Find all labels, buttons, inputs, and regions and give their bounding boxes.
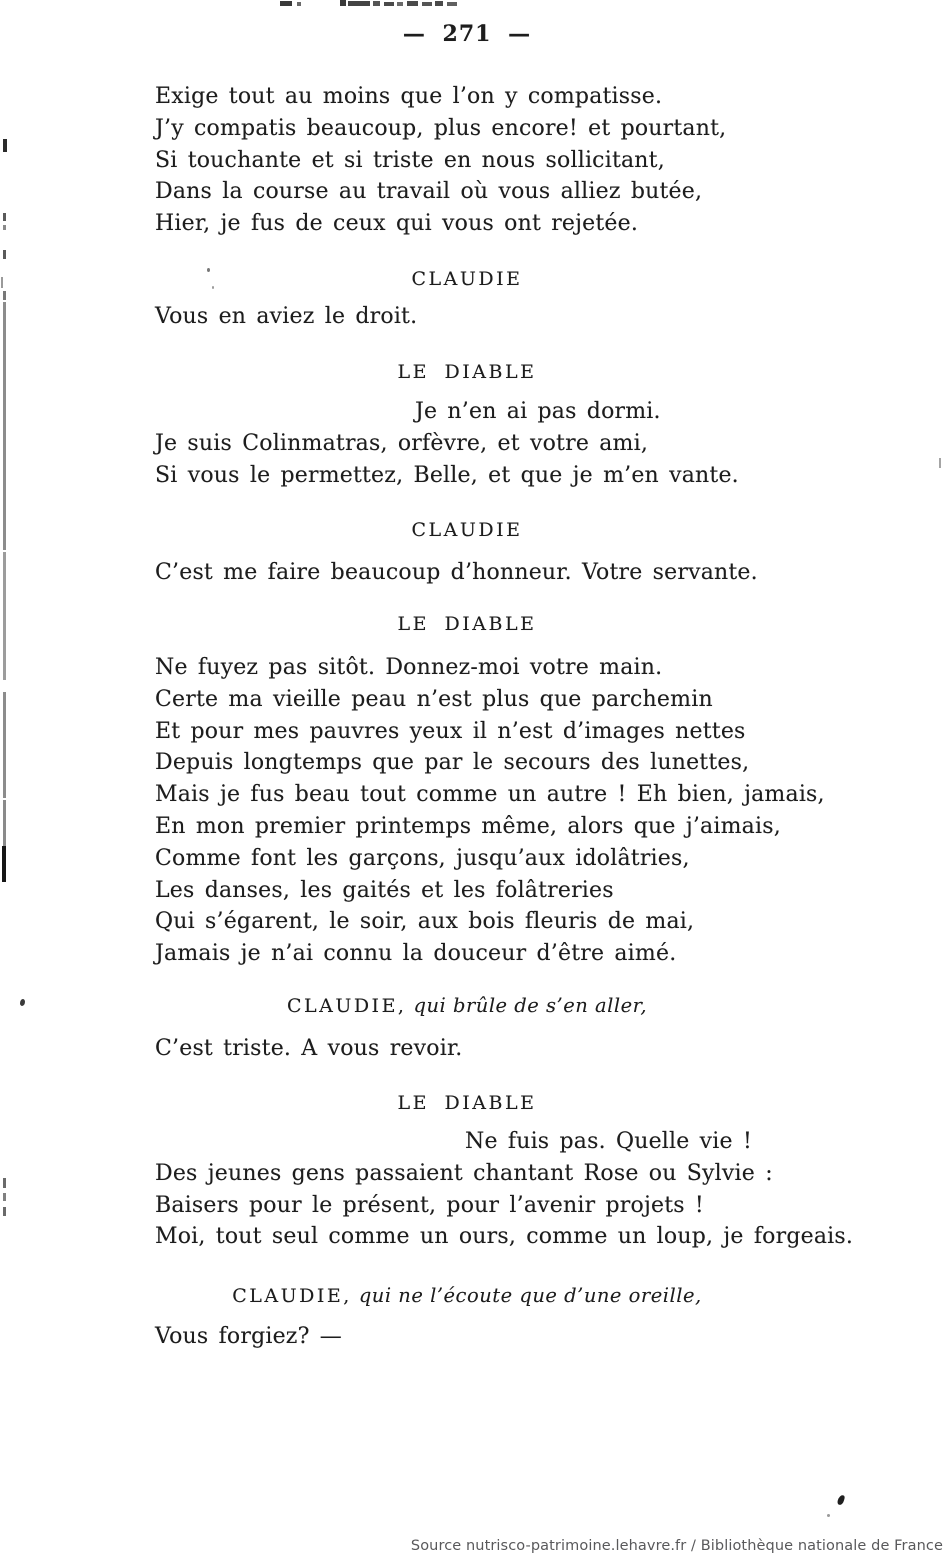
verse-line: Depuis longtemps que par le secours des lunettes, [155,750,750,776]
speaker-name: LE DIABLE [397,1092,537,1114]
verse-line: Mais je fus beau tout comme un autre ! Eh bien, jamais, [155,782,825,808]
verse-line: Si touchante et si triste en nous sollicitant, [155,147,665,173]
speaker-name: LE DIABLE [397,361,537,383]
verse-line: J’y compatis beaucoup, plus encore! et pourtant, [155,115,727,141]
speech-diable-1 [155,428,739,492]
verse-line: Je suis Colinmatras, orfèvre, et votre ami, [155,430,649,456]
speaker-name: CLAUDIE, [286,995,407,1017]
verse-line: Exige tout au moins que l’on y compatisse. [155,84,663,109]
verse-line: Baisers pour le présent, pour l’avenir projets ! [155,1192,704,1218]
verse-line: Hier, je fus de ceux qui vous ont rejetée. [155,211,639,237]
verse-line: Et pour mes pauvres yeux il n’est d’images nettes [155,718,746,744]
verse-line: Dans la course au travail où vous alliez butée, [155,179,703,205]
verse-line: Des jeunes gens passaient chantant Rose ou Sylvie : [155,1160,773,1186]
speaker-name: CLAUDIE [411,519,523,541]
speech-claudie-4 [155,1321,342,1353]
speaker-name: CLAUDIE [411,268,523,290]
speaker-heading [0,268,934,290]
verse-line: Si vous le permettez, Belle, et que je m’en vante. [155,462,739,488]
speech-diable-3 [155,1158,853,1253]
speech-claudie-3 [155,1033,462,1065]
speaker-heading [0,361,934,383]
verse-line: Vous forgiez? — [155,1324,342,1349]
speech-claudie-2 [155,557,758,589]
stage-direction: qui brûle de s’en aller, [413,994,648,1017]
verse-line: C’est me faire beaucoup d’honneur. Votre servante. [155,560,758,585]
verse-line: Qui s’égarent, le soir, aux bois fleuris de mai, [155,909,695,935]
speaker-heading-with-direction [0,994,934,1017]
speaker-name: CLAUDIE, [232,1285,352,1307]
verse-line: Comme font les garçons, jusqu’aux idolâtries, [155,845,690,871]
verse-line: En mon premier printemps même, alors que j’aimais, [155,813,781,839]
verse-line: Les danses, les gaités et les folâtreries [155,877,614,903]
speech-diable-2 [155,652,825,970]
page-number: — 271 — [402,21,532,47]
verse-line: Vous en aviez le droit. [155,304,418,329]
verse-line: Moi, tout seul comme un ours, comme un loup, je forgeais. [155,1224,854,1250]
verse-line: C’est triste. A vous revoir. [155,1036,463,1061]
speaker-heading [0,613,934,635]
hemistich-line: Je n’en ai pas dormi. [415,399,661,424]
verse-line: Certe ma vieille peau n’est plus que parchemin [155,686,713,712]
footer-attribution: Source nutrisco-patrimoine.lehavre.fr / Bibliothèque nationale de France [410,1538,943,1554]
speech-claudie-1 [155,301,417,333]
speaker-heading [0,1092,934,1114]
hemistich-line: Ne fuis pas. Quelle vie ! [465,1129,752,1154]
verse-line: Ne fuyez pas sitôt. Donnez-moi votre main. [155,655,663,680]
speaker-heading [0,519,934,541]
speaker-heading-with-direction [0,1284,934,1307]
speaker-name: LE DIABLE [397,613,537,635]
opening-verse [155,81,726,240]
verse-line: Jamais je n’ai connu la douceur d’être aimé. [155,941,677,967]
stage-direction: qui ne l’écoute que d’une oreille, [358,1284,702,1307]
